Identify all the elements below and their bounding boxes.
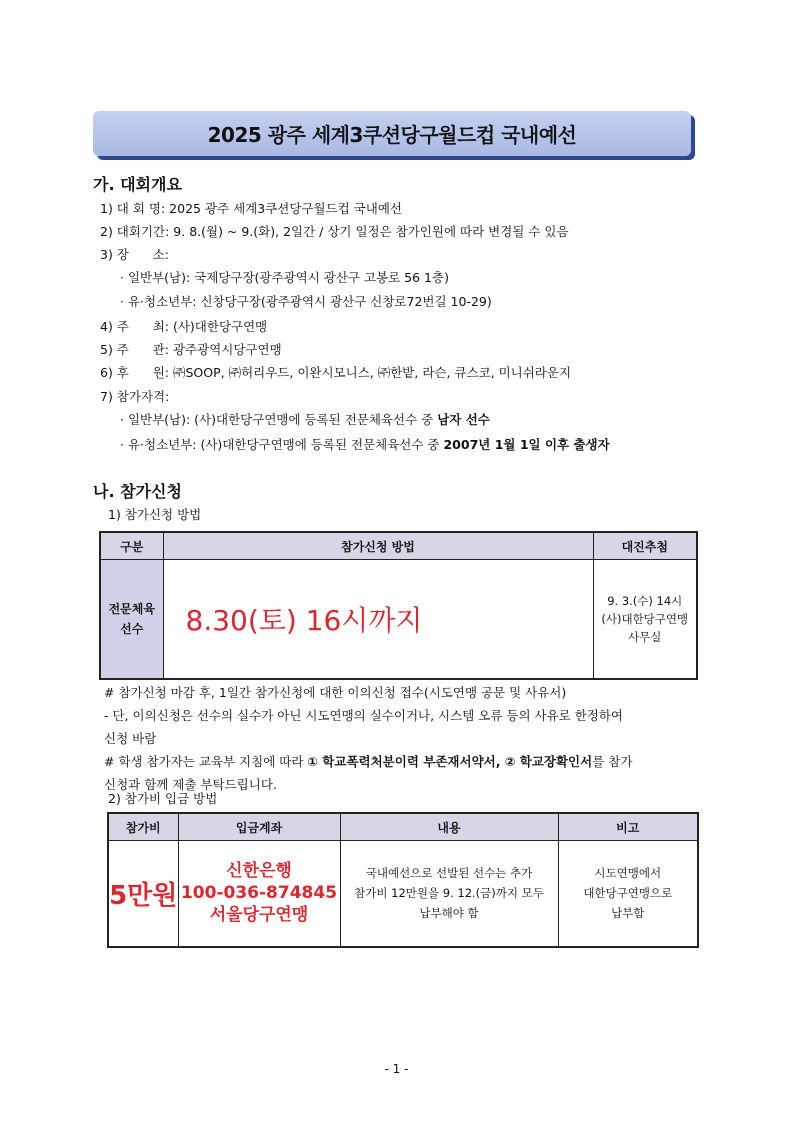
item-organizer: 5) 주 관: 광주광역시당구연맹 <box>100 342 282 357</box>
draw-line2: (사)대한당구연맹 <box>601 611 689 626</box>
item-name: 1) 대 회 명: 2025 광주 세계3쿠션당구월드컵 국내예선 <box>100 201 402 216</box>
section-a-heading: 가. 대회개요 <box>93 175 182 194</box>
item-host: 4) 주 최: (사)대한당구연맹 <box>100 319 268 334</box>
account-cell <box>178 841 340 947</box>
table1-header-method: 참가신청 방법 <box>163 532 593 560</box>
content-line3: 납부해야 함 <box>419 906 479 921</box>
page-number: - 1 - <box>384 1062 409 1076</box>
item-period: 2) 대회기간: 9. 8.(월) ~ 9.(화), 2일간 / 상기 일정은 참가인원에 따라 변경될 수 있음 <box>100 224 569 239</box>
sub-heading-1: 1) 참가신청 방법 <box>108 507 202 522</box>
item-elig-general <box>120 410 490 428</box>
fee-table <box>107 812 699 948</box>
draw-line3: 사무실 <box>628 629 662 644</box>
elig-youth-bold: 2007년 1월 1일 이후 출생자 <box>443 437 610 452</box>
note-students <box>104 752 632 770</box>
note-objection: # 참가신청 마감 후, 1일간 참가신청에 대한 이의신청 접수(시도연맹 공문 및 사유서) <box>104 685 567 700</box>
table1-gubun-cell <box>100 560 163 679</box>
account-holder: 서울당구연맹 <box>209 905 309 926</box>
document-title-bar <box>93 111 691 156</box>
remark-cell <box>558 841 698 947</box>
account-number: 100-036-874845 <box>180 883 338 904</box>
entry-fee: 5만원 <box>108 841 178 947</box>
draw-line1: 9. 3.(수) 14시 <box>607 593 683 608</box>
elig-general-text: · 일반부(남): (사)대한당구연맹에 등록된 전문체육선수 중 <box>120 412 438 427</box>
elig-general-bold: 남자 선수 <box>437 412 490 427</box>
table2-header-account: 입금계좌 <box>178 813 340 841</box>
table2-header-remark: 비고 <box>558 813 698 841</box>
note-students-docs: ① 학교폭력처분이력 부존재서약서, ② 학교장확인서 <box>307 754 593 769</box>
table1-header-draw: 대진추첨 <box>593 532 697 560</box>
table2-header-fee: 참가비 <box>108 813 178 841</box>
item-sponsor: 6) 후 원: ㈜SOOP, ㈜허리우드, 이완시모니스, ㈜한밭, 라슨, 큐스코, 미니쉬라운지 <box>100 365 572 380</box>
content-line1: 국내예선으로 선발된 선수는 추가 <box>365 866 533 881</box>
table1-header-gubun: 구분 <box>100 532 163 560</box>
table1-draw-cell <box>593 560 697 679</box>
remark-line2: 대한당구연맹으로 <box>583 886 673 901</box>
bank-name: 신한은행 <box>226 861 292 882</box>
gubun-line1: 전문체육 <box>108 601 155 616</box>
section-b-heading: 나. 참가신청 <box>93 482 182 501</box>
table2-header-content: 내용 <box>340 813 558 841</box>
item-elig-youth <box>120 435 610 453</box>
registration-deadline: 8.30(토) 16시까지 <box>163 560 593 679</box>
note-students-cont: 신청과 함께 제출 부탁드립니다. <box>104 777 277 792</box>
item-venue: 3) 장 소: <box>100 247 170 262</box>
registration-table <box>99 531 698 680</box>
note-limit-cont: 신청 바람 <box>104 731 157 746</box>
remark-line1: 시도연맹에서 <box>594 866 662 881</box>
content-cell <box>340 841 558 947</box>
content-line2: 참가비 12만원을 9. 12.(금)까지 모두 <box>354 886 544 901</box>
item-venue-youth: · 유·청소년부: 신창당구장(광주광역시 광산구 신창로72번길 10-29) <box>120 294 492 309</box>
note-limit: - 단, 이의신청은 선수의 실수가 아닌 시도연맹의 실수이거나, 시스템 오류 등의 사유로 한정하여 <box>104 708 623 723</box>
gubun-line2: 선수 <box>120 621 144 636</box>
elig-youth-text: · 유·청소년부: (사)대한당구연맹에 등록된 전문체육선수 중 <box>120 437 444 452</box>
sub-heading-2: 2) 참가비 입금 방법 <box>108 791 218 806</box>
note-students-text: # 학생 참가자는 교육부 지침에 따라 <box>104 754 308 769</box>
item-venue-general: · 일반부(남): 국제당구장(광주광역시 광산구 고봉로 56 1층) <box>120 270 449 285</box>
remark-line3: 납부함 <box>611 906 645 921</box>
item-eligibility: 7) 참가자격: <box>100 389 170 404</box>
document-title: 2025 광주 세계3쿠션당구월드컵 국내예선 <box>207 123 577 147</box>
note-students-end: 를 참가 <box>592 754 633 769</box>
